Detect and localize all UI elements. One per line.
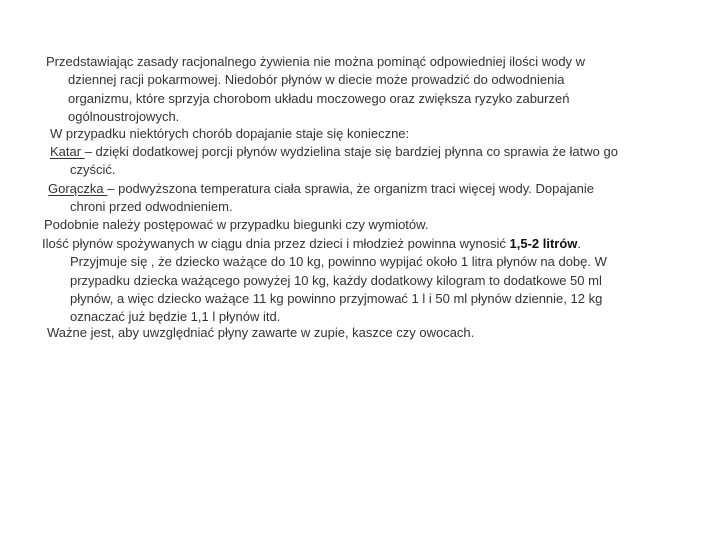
text-line: przypadku dziecka ważącego powyżej 10 kg, każdy dodatkowy kilogram to dodatkowe 50 ml: [70, 272, 602, 288]
paragraph-illness-hydration: [50, 125, 690, 143]
text-line: dziennej racji pokarmowej. Niedobór płynów w diecie może prowadzić do odwodnienia: [68, 72, 565, 88]
text-line: organizmu, które sprzyja chorobom układu moczowego oraz zwiększa ryzyko zaburzeń: [68, 90, 570, 106]
intake-amount: 1,5-2 litrów: [509, 236, 578, 251]
paragraph-food-fluids: [47, 324, 687, 342]
text-line: oznaczać już będzie 1,1 l płynów itd.: [70, 309, 281, 325]
text-line: czyścić.: [70, 162, 116, 178]
text-line: [50, 143, 690, 161]
intake-period: .: [577, 236, 582, 251]
text-line: chroni przed odwodnieniem.: [70, 199, 233, 215]
text-line: Przedstawiając zasady racjonalnego żywienia nie można pominąć odpowiedniej ilości wody w: [46, 54, 586, 69]
paragraph-daily-intake: [42, 235, 682, 326]
text-line: Przyjmuje się , że dziecko ważące do 10 kg, powinno wypijać około 1 litra płynów na dobę. W: [70, 254, 607, 270]
paragraph-diarrhea: [44, 216, 684, 234]
intake-intro: Ilość płynów spożywanych w ciągu dnia przez dzieci i młodzież powinna wynosić: [42, 236, 510, 251]
katar-description: – dzięki dodatkowej porcji płynów wydzielina staje się bardziej płynna co sprawia że łatwo go: [84, 144, 618, 159]
goraczka-description: – podwyższona temperatura ciała sprawia, że organizm traci więcej wody. Dopajanie: [107, 181, 595, 196]
text-line: [48, 180, 688, 198]
paragraph-water-intro: [46, 53, 686, 126]
term-goraczka: Gorączka: [48, 181, 108, 196]
paragraph-katar: [50, 143, 690, 180]
text-line: płynów, a więc dziecko ważące 11 kg powinno przyjmować 1 l i 50 ml płynów dziennie, 12 kg: [70, 290, 603, 306]
paragraph-goraczka: [48, 180, 688, 217]
text-line: ogólnoustrojowych.: [68, 108, 180, 124]
term-katar: Katar: [50, 144, 85, 159]
text-line: Ważne jest, aby uwzględniać płyny zawarte w zupie, kaszce czy owocach.: [47, 325, 475, 340]
text-line: [42, 235, 682, 253]
text-line: Podobnie należy postępować w przypadku biegunki czy wymiotów.: [44, 217, 429, 232]
text-line: W przypadku niektórych chorób dopajanie staje się konieczne:: [50, 126, 410, 141]
